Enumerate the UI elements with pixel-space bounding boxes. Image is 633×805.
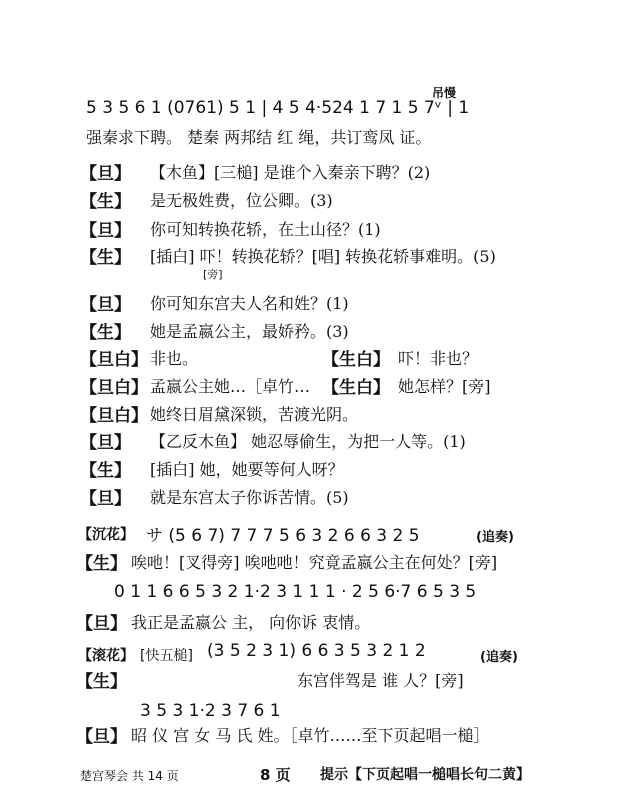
dialogue-line: 你可知转换花轿，在土山径？(1) [150,220,381,239]
dialogue-line: 她是孟嬴公主，最娇矜。(3) [150,322,349,341]
dialogue-line: 她怎样？[旁] [398,377,491,396]
footer-hint: 提示【下页起唱一槌唱长句二黄】 [320,767,530,783]
role-label: 【旦】 [76,614,127,634]
role-label: 【旦白】 [80,350,148,370]
dialogue-line: 吓！非也？ [398,349,479,368]
lyrics-line-1: 强秦求下聘。 楚秦 两邦结 红 绳，共订鸾凤 证。 [86,128,432,147]
dialogue-line: 孟嬴公主她…［卓竹… [150,377,311,396]
page-number: 8 页 [260,766,291,784]
section-tag: 【滚花】 [78,648,134,664]
sung-line: 东宫伴驾是 谁 人？[旁] [297,671,464,690]
dialogue-line: 【乙反木鱼】 她忍辱偷生，为把一人等。(1) [150,432,466,451]
chase-note: (追奏) [480,650,518,665]
role-label: 【旦白】 [80,406,148,426]
dialogue-line: 就是东宫太子你诉苦情。(5) [150,488,349,507]
role-label: 【生白】 [322,350,390,370]
dialogue-line: 你可知东宫夫人名和姓？(1) [150,294,349,313]
role-label: 【生】 [76,554,127,574]
role-label: 【旦】 [80,489,131,509]
dialogue-line: 她终日眉黛深锁，苦渡光阴。 [150,405,359,424]
role-label: 【生】 [80,248,131,268]
notation-line-4: (3 5 2 3 1) 6 6 3 5 3 2 1 2 [207,641,426,661]
sung-line: 我正是孟嬴公 主， 向你诉 衷情。 [131,613,371,632]
sung-line: 昭 仪 宫 女 马 氏 姓。［卓竹……至下页起唱一槌］ [131,726,490,745]
role-label: 【旦】 [76,727,127,747]
dialogue-line: [插白] 吓！转换花轿？[唱] 转换花轿事难明。(5) [150,247,496,266]
notation-line-2: サ (5 6 7) 7 7 7 5 6 3 2 6 6 3 2 5 [146,526,420,546]
notation-line-1: 5 3 5 6 1 (0761) 5 1 | 4 5 4·524 1 7 1 5 7ᵛ | 1 [86,98,470,118]
role-label: 【旦】 [80,295,131,315]
tempo-mark: 吊慢 [432,86,457,100]
role-label: 【生】 [80,323,131,343]
role-label: 【生】 [80,192,131,212]
section-tag: 【沉花】 [78,527,134,543]
notation-line-3: 0 1 1 6 6 5 3 2 1·2 3 1 1 1 · 2 5 6·7 6 5 3 5 [114,582,477,602]
role-label: 【旦】 [80,433,131,453]
footer-left: 楚宫琴会 共 14 页 [80,769,179,783]
chase-note: (追奏) [476,530,514,545]
role-label: 【生】 [80,461,131,481]
section-subtag: [快五槌] [140,648,193,664]
pang-note: [旁] [203,268,223,281]
notation-line-5: 3 5 3 1·2 3 7 6 1 [140,701,281,721]
role-label: 【旦白】 [80,378,148,398]
sung-line: 唉吔！[叉得旁] 唉吔吔！究竟孟嬴公主在何处？[旁] [131,553,498,572]
role-label: 【生】 [76,672,127,692]
dialogue-line: 【木鱼】[三槌] 是谁个入秦亲下聘？(2) [150,163,431,182]
role-label: 【旦】 [80,221,131,241]
role-label: 【旦】 [80,164,131,184]
dialogue-line: [插白] 她，她要等何人呀？ [150,460,344,479]
dialogue-line: 非也。 [150,349,199,368]
role-label: 【生白】 [322,378,390,398]
dialogue-line: 是无极姓费，位公卿。(3) [150,191,333,210]
